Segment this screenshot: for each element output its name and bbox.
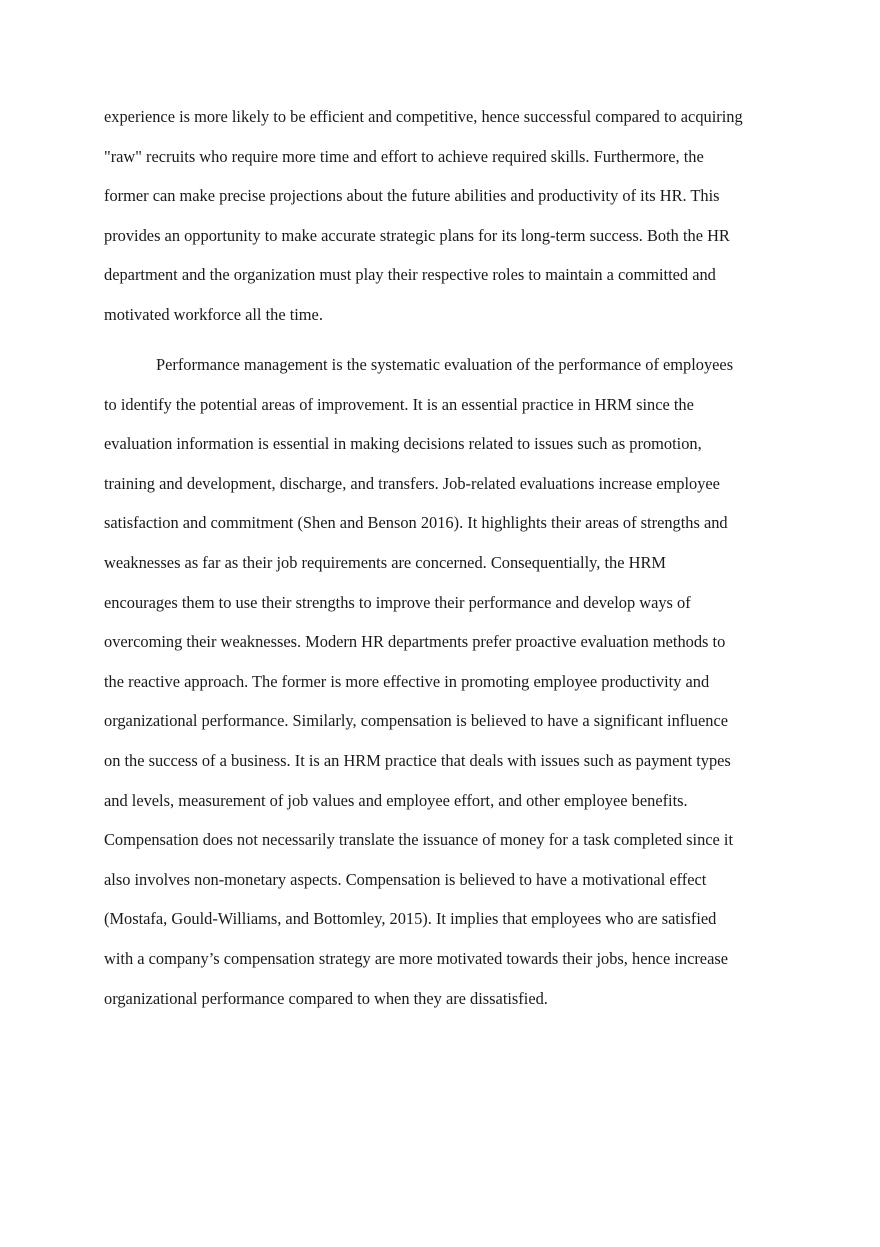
- text-line: Compensation does not necessarily translate the issuance of money for a task completed since it: [104, 830, 734, 850]
- text-line: with a company’s compensation strategy are more motivated towards their jobs, hence increase: [104, 948, 729, 968]
- text-line: organizational performance compared to when they are dissatisfied.: [104, 988, 548, 1008]
- text-line: provides an opportunity to make accurate strategic plans for its long-term success. Both the HR: [104, 225, 730, 245]
- text-line: evaluation information is essential in making decisions related to issues such as promotion,: [104, 434, 702, 454]
- text-line: training and development, discharge, and transfers. Job-related evaluations increase employee: [104, 473, 720, 493]
- text-line: on the success of a business. It is an HRM practice that deals with issues such as payment types: [104, 750, 731, 770]
- text-line: department and the organization must play their respective roles to maintain a committed and: [104, 265, 716, 285]
- text-line: organizational performance. Similarly, compensation is believed to have a significant influence: [104, 711, 728, 731]
- paragraph-1: [104, 107, 743, 345]
- text-line: encourages them to use their strengths to improve their performance and develop ways of: [104, 592, 691, 612]
- text-line: motivated workforce all the time.: [104, 304, 323, 324]
- text-line: overcoming their weaknesses. Modern HR departments prefer proactive evaluation methods to: [104, 632, 726, 652]
- text-line: "raw" recruits who require more time and effort to achieve required skills. Furthermore, the: [104, 146, 704, 166]
- text-line: (Mostafa, Gould-Williams, and Bottomley, 2015). It implies that employees who are satisfied: [104, 909, 717, 929]
- text-line: and levels, measurement of job values and employee effort, and other employee benefits.: [104, 790, 688, 810]
- text-line: the reactive approach. The former is more effective in promoting employee productivity and: [104, 671, 710, 691]
- paragraph-2: [104, 355, 733, 1028]
- text-line: former can make precise projections about the future abilities and productivity of its HR. This: [104, 186, 720, 206]
- text-line: experience is more likely to be efficient and competitive, hence successful compared to acquiring: [104, 107, 743, 126]
- text-line: Performance management is the systematic evaluation of the performance of employees: [156, 355, 734, 374]
- text-line: also involves non-monetary aspects. Compensation is believed to have a motivational effect: [104, 869, 707, 889]
- text-line: satisfaction and commitment (Shen and Benson 2016). It highlights their areas of strengths and: [104, 513, 728, 533]
- text-line: to identify the potential areas of improvement. It is an essential practice in HRM since the: [104, 394, 694, 414]
- text-line: weaknesses as far as their job requirements are concerned. Consequentially, the HRM: [104, 552, 666, 572]
